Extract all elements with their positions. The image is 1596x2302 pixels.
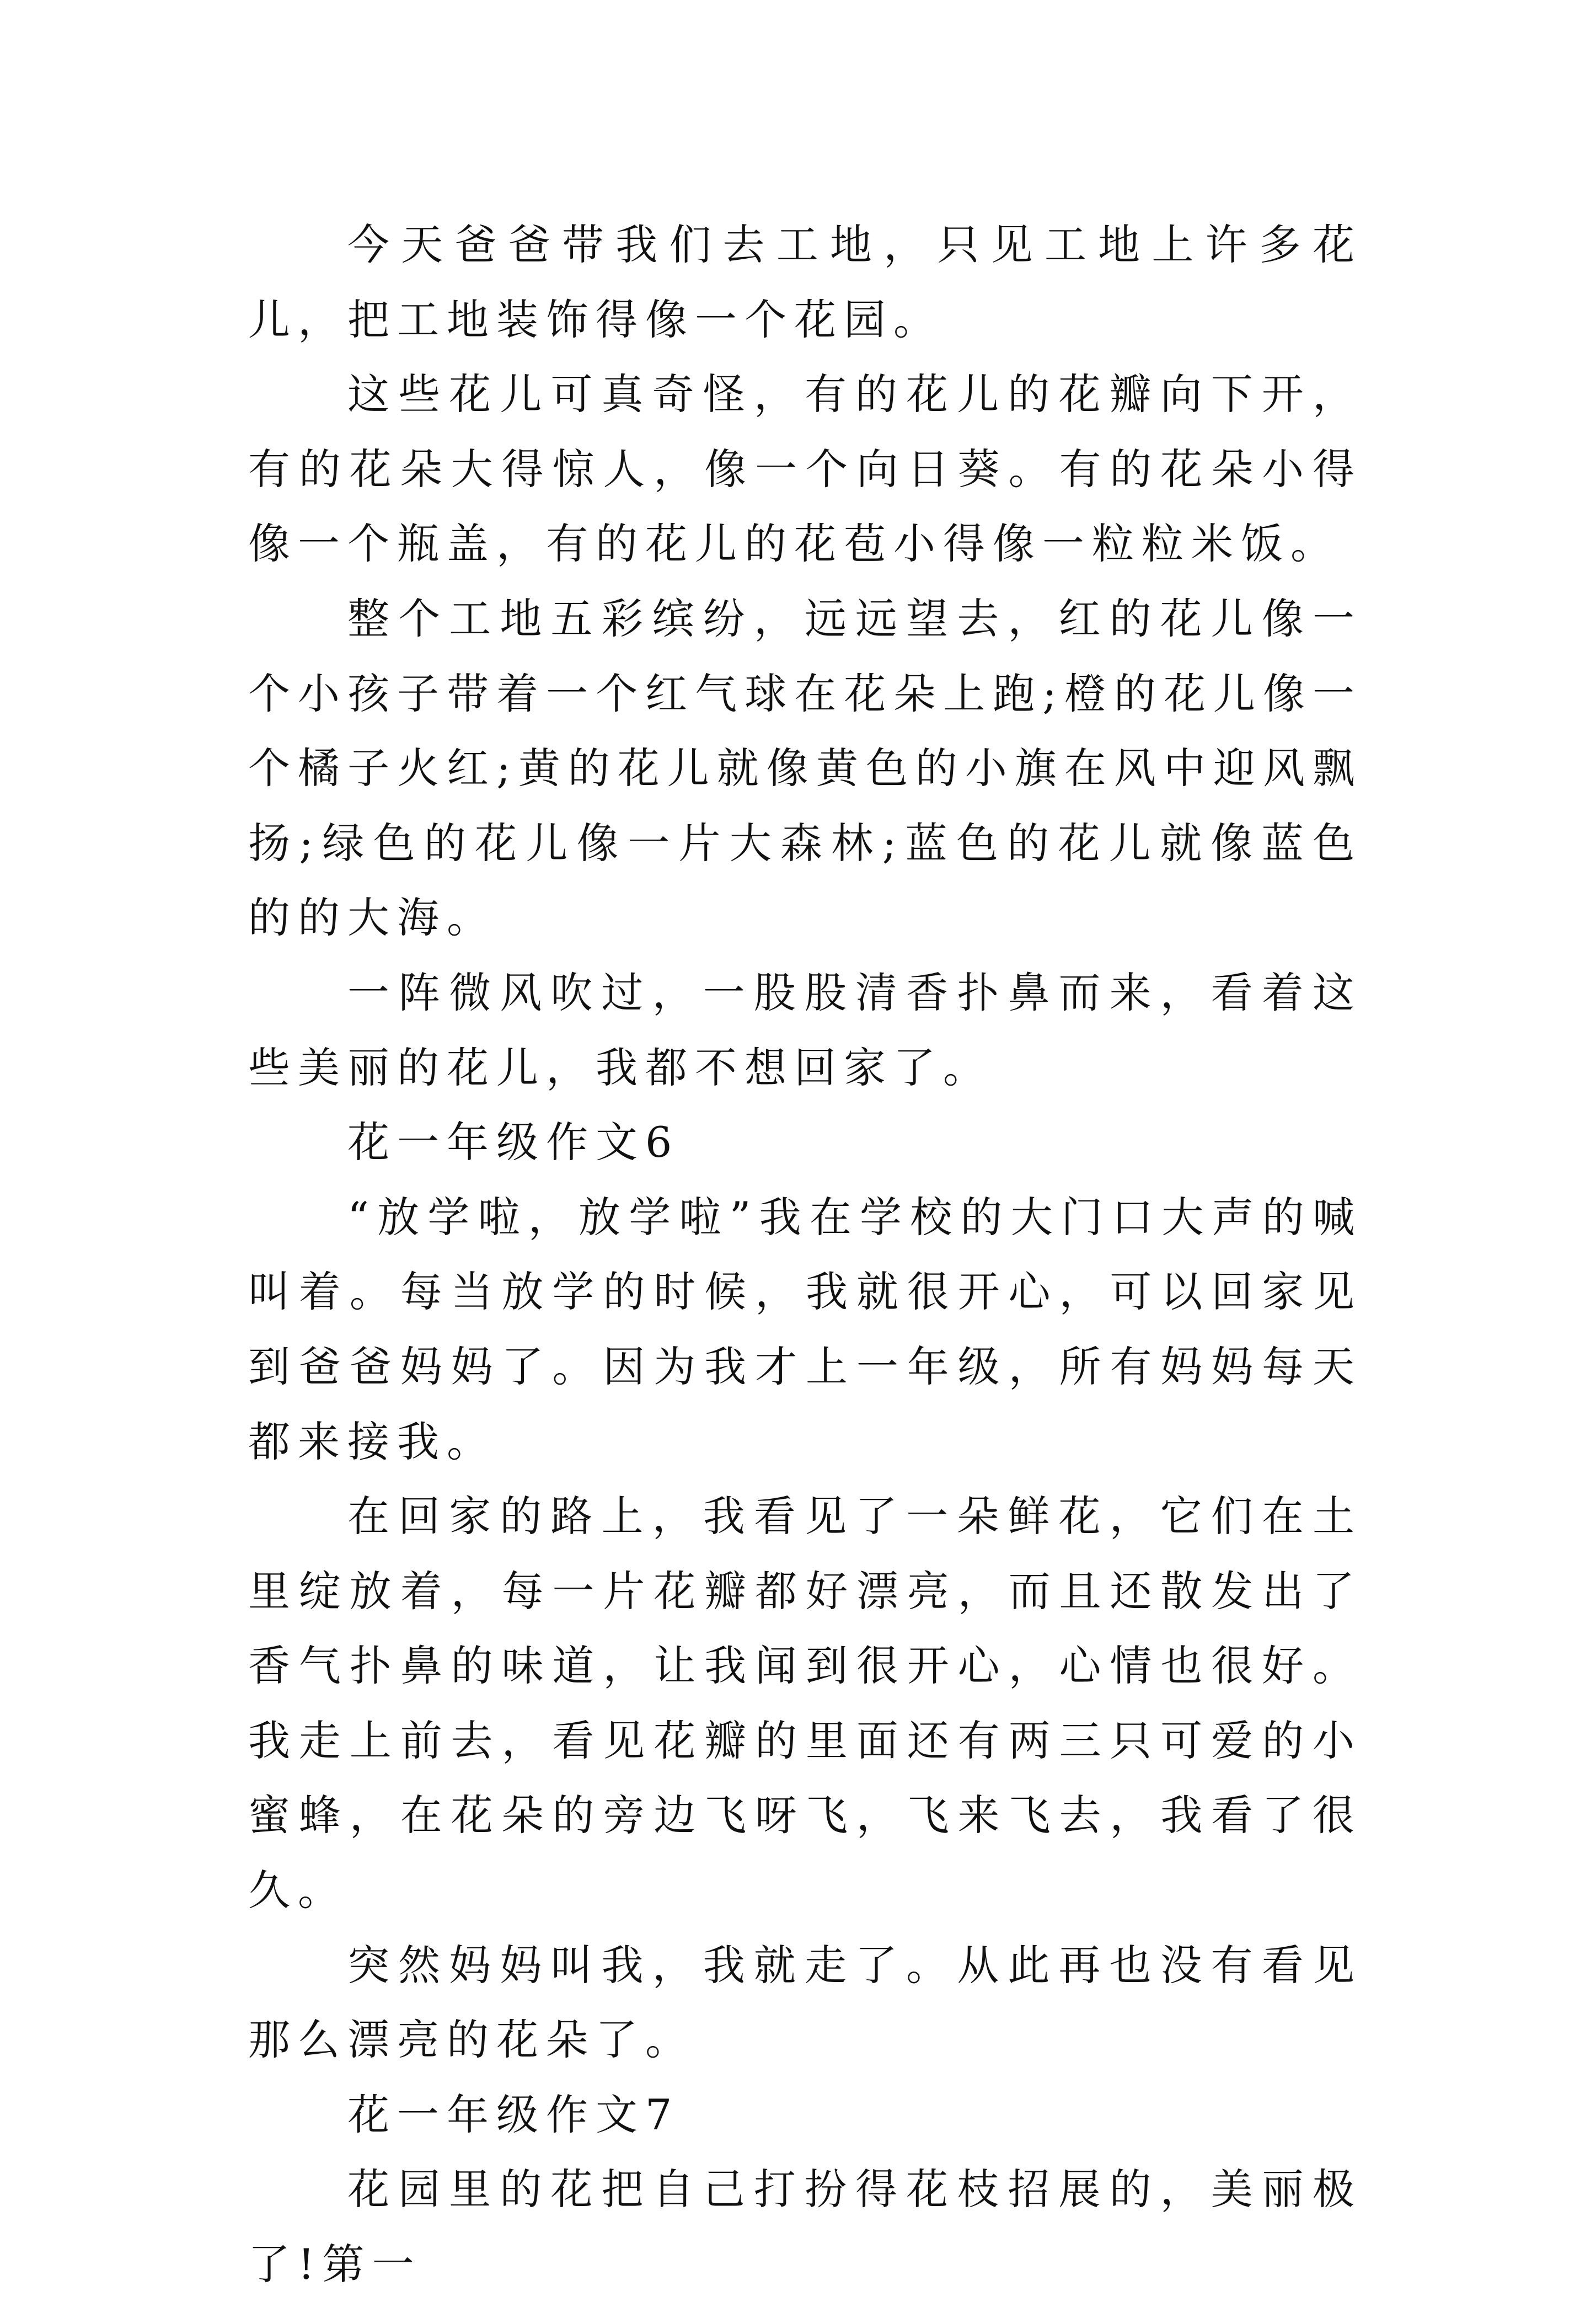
paragraph: 一阵微风吹过，一股股清香扑鼻而来，看着这些美丽的花儿，我都不想回家了。 <box>248 968 1362 1092</box>
paragraph: “放学啦，放学啦”我在学校的大门口大声的喊叫着。每当放学的时候，我就很开心，可以回家见到爸爸妈妈了。因为我才上一年级，所有妈妈每天都来接我。 <box>248 1192 1362 1466</box>
paragraph: 今天爸爸带我们去工地，只见工地上许多花儿，把工地装饰得像一个花园。 <box>248 220 1362 344</box>
section-heading: 花一年级作文7 <box>347 2090 680 2139</box>
paragraph: 整个工地五彩缤纷，远远望去，红的花儿像一个小孩子带着一个红气球在花朵上跑;橙的花儿像一个橘子火红;黄的花儿就像黄色的小旗在风中迎风飘扬;绿色的花儿像一片大森林;蓝色的花儿就像蓝色的的大海。 <box>248 594 1362 943</box>
document-body <box>248 207 1362 2302</box>
section-heading: 花一年级作文6 <box>347 1118 680 1167</box>
paragraph: 这些花儿可真奇怪，有的花儿的花瓣向下开，有的花朵大得惊人，像一个向日葵。有的花朵小得像一个瓶盖，有的花儿的花苞小得像一粒粒米饭。 <box>248 370 1362 569</box>
paragraph: 在回家的路上，我看见了一朵鲜花，它们在土里绽放着，每一片花瓣都好漂亮，而且还散发出了香气扑鼻的味道，让我闻到很开心，心情也很好。我走上前去，看见花瓣的里面还有两三只可爱的小蜜蜂，在花朵的旁边飞呀飞，飞来飞去，我看了很久。 <box>248 1492 1362 1915</box>
paragraph: 突然妈妈叫我，我就走了。从此再也没有看见那么漂亮的花朵了。 <box>248 1940 1362 2065</box>
paragraph: 花园里的花把自己打扮得花枝招展的，美丽极了!第一 <box>248 2165 1362 2289</box>
